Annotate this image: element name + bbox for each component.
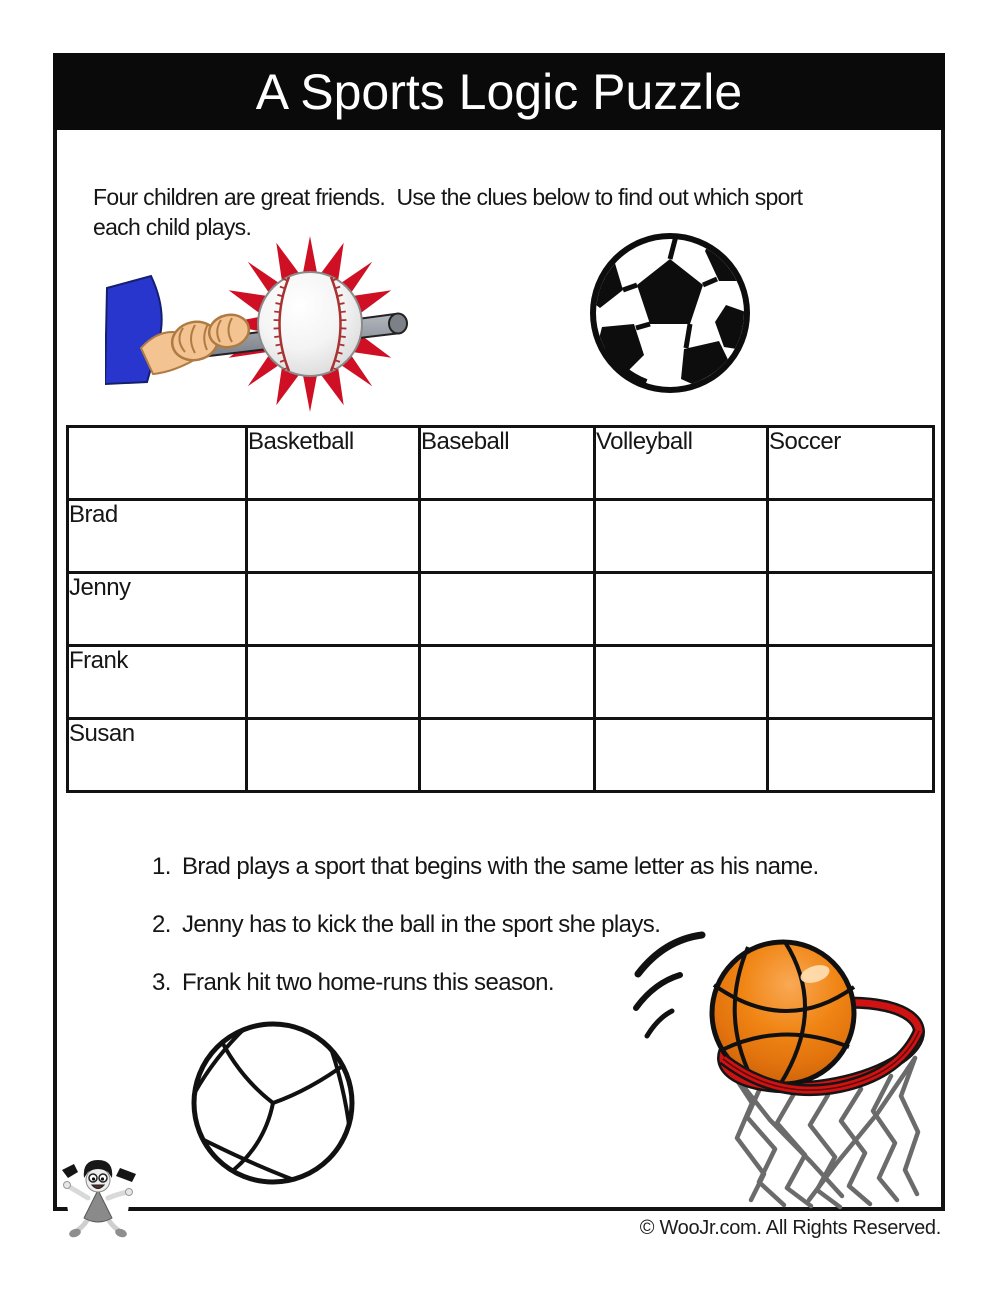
grid-corner-cell: [68, 427, 247, 500]
grid-cell-brad-basketball[interactable]: [247, 500, 420, 573]
row-header-jenny: Jenny: [68, 573, 247, 646]
row-header-frank: Frank: [68, 646, 247, 719]
grid-cell-susan-baseball[interactable]: [420, 719, 595, 792]
page-title: A Sports Logic Puzzle: [255, 63, 743, 120]
table-row: [68, 573, 934, 646]
grid-cell-susan-volleyball[interactable]: [595, 719, 768, 792]
column-header-basketball: Basketball: [247, 427, 420, 500]
copyright-text: © WooJr.com. All Rights Reserved.: [639, 1217, 941, 1239]
table-row: [68, 500, 934, 573]
clue-text: Jenny has to kick the ball in the sport she plays.: [182, 911, 661, 938]
column-header-baseball: Baseball: [420, 427, 595, 500]
row-header-brad: Brad: [68, 500, 247, 573]
clue-number: 1.: [152, 853, 171, 880]
basketball-hoop-icon: [628, 928, 948, 1220]
volleyball-icon: [178, 1014, 368, 1192]
grid-cell-jenny-volleyball[interactable]: [595, 573, 768, 646]
grid-cell-brad-volleyball[interactable]: [595, 500, 768, 573]
grid-cell-frank-volleyball[interactable]: [595, 646, 768, 719]
clue-item-1: [152, 852, 819, 882]
table-row: [68, 719, 934, 792]
column-header-volleyball: Volleyball: [595, 427, 768, 500]
grid-cell-susan-basketball[interactable]: [247, 719, 420, 792]
grid-cell-jenny-soccer[interactable]: [768, 573, 934, 646]
logic-grid-table: [66, 425, 935, 793]
title-bar: [53, 53, 945, 130]
baseball-bat-icon: [105, 232, 415, 417]
clue-text: Frank hit two home-runs this season.: [182, 969, 554, 996]
grid-cell-frank-basketball[interactable]: [247, 646, 420, 719]
header-row: [68, 427, 934, 500]
intro-text: Four children are great friends. Use the clues below to find out which sport each child plays.: [93, 184, 803, 240]
soccer-ball-icon: [586, 229, 754, 397]
clue-number: 3.: [152, 969, 171, 996]
grid-cell-jenny-basketball[interactable]: [247, 573, 420, 646]
jumping-girl-mascot-icon: [58, 1156, 142, 1244]
column-header-soccer: Soccer: [768, 427, 934, 500]
grid-cell-jenny-baseball[interactable]: [420, 573, 595, 646]
grid-cell-brad-soccer[interactable]: [768, 500, 934, 573]
grid-cell-susan-soccer[interactable]: [768, 719, 934, 792]
table-row: [68, 646, 934, 719]
grid-cell-brad-baseball[interactable]: [420, 500, 595, 573]
grid-cell-frank-baseball[interactable]: [420, 646, 595, 719]
grid-cell-frank-soccer[interactable]: [768, 646, 934, 719]
clue-text: Brad plays a sport that begins with the same letter as his name.: [182, 853, 819, 880]
row-header-susan: Susan: [68, 719, 247, 792]
clue-number: 2.: [152, 911, 171, 938]
